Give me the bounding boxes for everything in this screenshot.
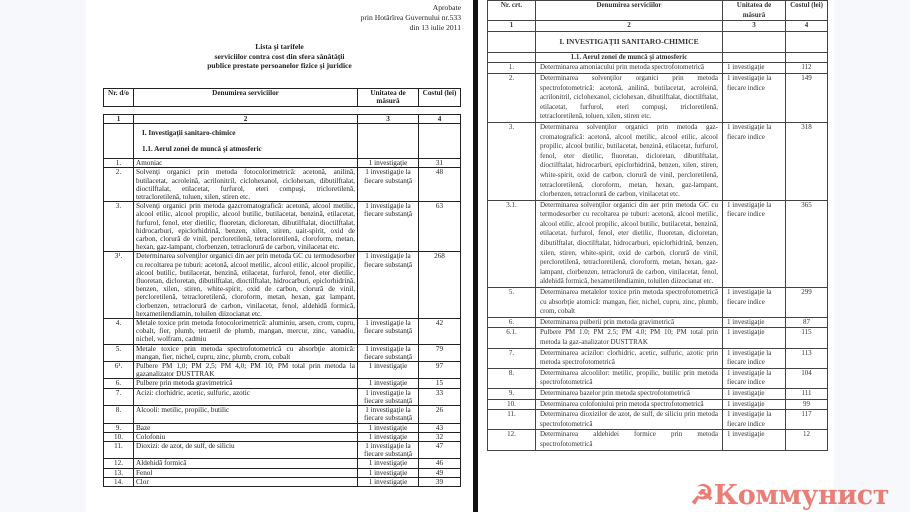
unit-of-measure: 1 investigaţie la fiecare indice <box>723 288 786 318</box>
unit-of-measure: 1 investigaţie la fiecare substanţă <box>358 406 419 423</box>
service-name: Determinarea solvenţilor organici prin metoda spectrofotometrică: acetonă, anilină, butilacetat, acroleină, acrilonitril, ciclohexanol, ciclohexan, dibutilftalat, dioctilftalat, etilacetat, furfurol, eteri compuşi, tricloretilenă, tetracloretilenă, toluen, xilen, stiren etc. <box>536 73 723 122</box>
table-row <box>104 441 461 458</box>
col-number: 1 <box>488 21 536 32</box>
table-row <box>104 406 461 423</box>
approval-line: Aprobate <box>432 3 461 12</box>
service-name: Determinarea pulberii prin metoda gravimetrică <box>536 317 723 328</box>
row-number: 11. <box>488 410 536 430</box>
service-cost: 43 <box>419 423 461 432</box>
service-cost: 32 <box>419 432 461 441</box>
row-number: 7. <box>488 348 536 368</box>
service-cost: 104 <box>786 368 828 388</box>
subsection-title: 1.1. Aerul zonei de muncă şi atmosferic <box>536 52 723 63</box>
service-name: Dioxizi: de azot, de sulf, de siliciu <box>134 441 358 458</box>
row-number: 6¹. <box>104 362 134 379</box>
table-row <box>104 202 461 252</box>
service-name: Determinarea aldehidei formice prin metoda spectrofotometrică <box>536 430 723 450</box>
row-number: 6.1. <box>488 328 536 348</box>
service-name: Pulbere prin metoda gravimetrică <box>134 379 358 388</box>
row-number: 3.1. <box>488 200 536 287</box>
col-number: 1 <box>104 115 134 124</box>
service-cost: 48 <box>419 168 461 202</box>
service-name: Clor <box>134 477 358 486</box>
service-name: Alcooli: metilic, propilic, butilic <box>134 406 358 423</box>
row-number: 8. <box>488 368 536 388</box>
table-row <box>488 63 828 74</box>
unit-of-measure: 1 investigaţie <box>358 432 419 441</box>
service-name: Determinarea solvenţilor organici din aer prin metoda GC cu termodesorber cu recoltarea pe tuburi: acetonă, alcool metilic, alcool etilic, alcool propilic, alcool butilic, butilacetat, benzină, etilacetat, furfurol, fenol, eter dietilic, fluoretan, dicloretan, dibutilftalat, dioctilftalat, hidrocarburi, epiclorhidrină, benzen, xilen, stiren, white-spirit, oxid de carbon, clorură de vinil, percloretilenă, tetracloretilenă, cloroform, metan, hexan, gaz lampant, clorbenzen, tetraclorură de carbon, vinilacetat, fenol, aldehidă formică, hexametilendiamin, toluilen diizocianat etc. <box>134 252 358 319</box>
service-cost: 46 <box>419 459 461 468</box>
service-name: Determinarea acizilor: clorhidric, acetic, sulfuric, azotic prin metoda spectrofotometrică <box>536 348 723 368</box>
table-row <box>104 159 461 168</box>
table-row <box>104 379 461 388</box>
table-row <box>104 319 461 345</box>
unit-of-measure: 1 investigaţie la fiecare substanţă <box>358 252 419 319</box>
service-cost: 115 <box>786 328 828 348</box>
row-number: 12. <box>104 459 134 468</box>
service-cost: 112 <box>786 63 828 74</box>
empty-cell <box>104 124 134 159</box>
empty-cell <box>723 52 786 63</box>
table-row <box>104 423 461 432</box>
empty-cell <box>358 124 419 159</box>
unit-of-measure: 1 investigaţie la fiecare substanţă <box>358 388 419 405</box>
row-number: 5. <box>488 288 536 318</box>
table-row <box>104 168 461 202</box>
row-number: 6. <box>104 379 134 388</box>
row-number: 6. <box>488 317 536 328</box>
service-cost: 97 <box>419 362 461 379</box>
service-cost: 79 <box>419 344 461 361</box>
col-number: 3 <box>358 115 419 124</box>
row-number: 2. <box>488 73 536 122</box>
service-cost: 47 <box>419 441 461 458</box>
table-row <box>104 388 461 405</box>
header-unit: Unitatea de măsură <box>723 1 786 21</box>
service-name: Fenol <box>134 468 358 477</box>
unit-of-measure: 1 investigaţie <box>358 468 419 477</box>
unit-of-measure: 1 investigaţie <box>358 477 419 486</box>
service-cost: 149 <box>786 73 828 122</box>
service-name: Baze <box>134 423 358 432</box>
unit-of-measure: 1 investigaţie <box>358 159 419 168</box>
unit-of-measure: 1 investigaţie <box>723 328 786 348</box>
document-title <box>86 42 473 71</box>
title-line: Lista şi tarifele <box>255 42 304 51</box>
approval-line: din 13 iulie 2011 <box>409 23 461 32</box>
service-cost: 42 <box>419 319 461 345</box>
col-number: 2 <box>536 21 723 32</box>
unit-of-measure: 1 investigaţie la fiecare indice <box>723 73 786 122</box>
col-number: 4 <box>419 115 461 124</box>
row-number: 3¹. <box>104 252 134 319</box>
header-nr: Nr. d/o <box>104 89 134 107</box>
table-row <box>104 432 461 441</box>
unit-of-measure: 1 investigaţie la fiecare substanţă <box>358 202 419 252</box>
service-name: Determinarea solvenţilor organici prin metoda gaz-cromatografică: acetonă, alcool metilic, alcool etilic, alcool propilic, alcool butilic, butilacetat, benzină, etilacetat, furfurol, fenol, eter dietilic, fluoretan, dicloretan, dibutilftalat, dioctilftalat, hidrocarburi, epiclorhidrină, benzen, xilen, stiren, white-spirit, oxid de carbon, clorură de vinil, percloretilenă, tetracloretilenă, cloroform, metan, hexan, gaz-lampant, clorbenzen, tetraclorură de carbon, vinilacetat etc. <box>536 122 723 200</box>
table-row <box>488 430 828 450</box>
service-name: Acizi: clorhidric, acetic, sulfuric, azotic <box>134 388 358 405</box>
row-number: 5. <box>104 344 134 361</box>
row-number: 3. <box>104 202 134 252</box>
service-cost: 49 <box>419 468 461 477</box>
service-name: Determinarea bazelor prin metoda spectrofotometrică <box>536 388 723 399</box>
row-number: 4. <box>104 319 134 345</box>
row-number: 9. <box>488 388 536 399</box>
col-number: 4 <box>786 21 828 32</box>
row-number: 7. <box>104 388 134 405</box>
unit-of-measure: 1 investigaţie la fiecare substanţă <box>358 168 419 202</box>
table-row <box>104 459 461 468</box>
service-name: Determinarea amoniacului prin metoda spectrofotometrică <box>536 63 723 74</box>
service-name: Pulbere PM 1,0; PM 2,5; PM 4,0; PM 10; PM total prin metoda la gazanalizator DUSTTRAK <box>134 362 358 379</box>
unit-of-measure: 1 investigaţie la fiecare indice <box>723 200 786 287</box>
left-document-page <box>86 0 473 512</box>
empty-cell <box>488 52 536 63</box>
table-row <box>104 344 461 361</box>
table-row <box>488 348 828 368</box>
left-header-table <box>103 88 461 107</box>
header-name: Denumirea serviciilor <box>536 1 723 21</box>
service-name: Aldehidă formică <box>134 459 358 468</box>
service-cost: 12 <box>786 430 828 450</box>
table-row <box>104 477 461 486</box>
unit-of-measure: 1 investigaţie <box>358 459 419 468</box>
table-row <box>488 122 828 200</box>
header-name: Denumirea serviciilor <box>134 89 358 107</box>
service-name: Metale toxice prin metoda fotocolorimetrică: aluminiu, arsen, crom, cupru, cobalt, fier, plumb, tetraetil de plumb, mangan, mercur, zinc, vanadiu, nichel, wolfram, cadmiu <box>134 319 358 345</box>
unit-of-measure: 1 investigaţie <box>723 388 786 399</box>
table-row <box>488 328 828 348</box>
section-title: I. INVESTIGAŢII SANITARO-CHIMICE <box>536 31 723 52</box>
row-number: 13. <box>104 468 134 477</box>
service-cost: 318 <box>786 122 828 200</box>
service-cost: 39 <box>419 477 461 486</box>
title-line: serviciilor contra cost din sfera sănătăţii <box>214 51 345 61</box>
table-row <box>488 388 828 399</box>
header-cost: Costul (lei) <box>419 89 461 107</box>
unit-of-measure: 1 investigaţie la fiecare substanţă <box>358 344 419 361</box>
service-name: Solvenţi organici prin metoda gazcromatografică: acetonă, alcool metilic, alcool etilic, alcool propilic, alcool butilic, butilacetat, benzină, etilacetat, furfurol, fenol, eter dietilic, fluoretan, dicloretan, dibutilftalat, dioctilftalat, hidrocarburi, epiclorhidrină, benzen, xilen, stiren, uait-spirit, oxid de carbon, clorură de vinil, percloretilenă, tetracloretilenă, cloroform, metan, hexan, gaz-lampant, clorbenzen, tetraclorură de carbon, vinilacetat etc. <box>134 202 358 252</box>
approval-line: prin Hotărîrea Guvernului nr.533 <box>360 13 461 22</box>
unit-of-measure: 1 investigaţie la fiecare substanţă <box>358 319 419 345</box>
service-cost: 33 <box>419 388 461 405</box>
col-number: 2 <box>134 115 358 124</box>
unit-of-measure: 1 investigaţie la fiecare indice <box>723 410 786 430</box>
unit-of-measure: 1 investigaţie <box>723 63 786 74</box>
service-cost: 31 <box>419 159 461 168</box>
service-name: Determinarea solvenţilor organici din aer prin metoda GC cu termodesorber cu recoltarea pe tuburi: acetonă, alcool metilic, alcool etilic, alcool propilic, alcool butilic, butilacetat, benzină, etilacetat, furfurol, fenol, eter dietilic, fluoretan, dicloretan, dibutilftalat, dioctilftalat, hidrocarburi, epiclorhidrină, benzen, xilen, stiren, white-spirit, oxid de carbon, clorură de vinil, percloretilenă, tetracloretilenă, cloroform, metan, hexan, gaz-lampant, clorbenzen, tetraclorură de carbon, vinilacetat, fenol, aldehidă formică, hexametilendiamin, toluilen diizocianat etc. <box>536 200 723 287</box>
service-name: Determinarea colofoniului prin metoda spectrofotometrică <box>536 399 723 410</box>
col-number: 3 <box>723 21 786 32</box>
right-document-page <box>478 0 834 512</box>
empty-cell <box>488 31 536 52</box>
service-cost: 111 <box>786 388 828 399</box>
service-cost: 15 <box>419 379 461 388</box>
row-number: 1. <box>488 63 536 74</box>
unit-of-measure: 1 investigaţie <box>358 379 419 388</box>
row-number: 14. <box>104 477 134 486</box>
unit-of-measure: 1 investigaţie la fiecare indice <box>723 348 786 368</box>
service-name: Colofoniu <box>134 432 358 441</box>
unit-of-measure: 1 investigaţie <box>723 399 786 410</box>
section-title: I. Investigaţii sanitaro-chimice <box>142 129 236 138</box>
table-row <box>488 410 828 430</box>
table-row <box>104 468 461 477</box>
empty-cell <box>723 31 786 52</box>
row-number: 2. <box>104 168 134 202</box>
row-number: 10. <box>488 399 536 410</box>
service-cost: 117 <box>786 410 828 430</box>
empty-cell <box>786 52 828 63</box>
service-name: Solvenţi organici prin metoda fotocolorimetrică: acetonă, anilină, butilacetat, acroleină, acrilonitril, ciclohexanol, ciclohexan, dibutilftalat, dioctilftalat, etilacetat, furfurol, eteri compuşi, tricloretilenă, tetracloretilenă, toluen, xilen, stiren etc. <box>134 168 358 202</box>
watermark-logo: ☭Коммунист <box>690 480 889 511</box>
unit-of-measure: 1 investigaţie <box>723 317 786 328</box>
row-number: 3. <box>488 122 536 200</box>
table-row <box>104 252 461 319</box>
left-price-table <box>103 114 461 487</box>
header-cost: Costul (lei) <box>786 1 828 21</box>
service-name: Determinarea metalelor toxice prin metoda spectrofotometrică cu absorbţie atomică: mangan, fier, nichel, cupru, zinc, plumb, crom, cobalt <box>536 288 723 318</box>
service-name: Determinarea alcoolilor: metilic, propilic, butilic prin metoda spectrofotometrică <box>536 368 723 388</box>
service-cost: 87 <box>786 317 828 328</box>
row-number: 11. <box>104 441 134 458</box>
service-cost: 299 <box>786 288 828 318</box>
table-row <box>488 368 828 388</box>
table-row <box>488 288 828 318</box>
unit-of-measure: 1 investigaţie <box>358 362 419 379</box>
service-name: Pulbere PM 1.0; PM 2.5; PM 4.0; PM 10; PM total prin metoda la gaz-analizator DUSTTRAK <box>536 328 723 348</box>
unit-of-measure: 1 investigaţie <box>723 430 786 450</box>
row-number: 12. <box>488 430 536 450</box>
table-row <box>488 317 828 328</box>
unit-of-measure: 1 investigaţie la fiecare indice <box>723 122 786 200</box>
service-name: Metale toxice prin metoda spectrofotometrică cu absorbţie atomică: mangan, fier, nichel, cupru, zinc, plumb, crom, cobalt <box>134 344 358 361</box>
service-cost: 99 <box>786 399 828 410</box>
empty-cell <box>419 124 461 159</box>
service-name: Amoniac <box>134 159 358 168</box>
table-row <box>488 200 828 287</box>
right-price-table <box>487 0 828 451</box>
service-cost: 63 <box>419 202 461 252</box>
service-cost: 268 <box>419 252 461 319</box>
header-unit: Unitatea de măsură <box>358 89 419 107</box>
unit-of-measure: 1 investigaţie la fiecare indice <box>723 368 786 388</box>
service-cost: 26 <box>419 406 461 423</box>
approval-note <box>361 3 461 33</box>
table-row <box>104 362 461 379</box>
row-number: 9. <box>104 423 134 432</box>
unit-of-measure: 1 investigaţie la fiecare substanţă <box>358 441 419 458</box>
title-line: publice prestate persoanelor fizice şi juridice <box>207 61 352 70</box>
table-row <box>488 399 828 410</box>
service-cost: 113 <box>786 348 828 368</box>
service-name: Determinarea dioxizilor de azot, de sulf, de siliciu prin metoda spectrofotometrică <box>536 410 723 430</box>
service-cost: 365 <box>786 200 828 287</box>
row-number: 8. <box>104 406 134 423</box>
subsection-title: 1.1. Aerul zonei de muncă şi atmosferic <box>142 145 262 154</box>
unit-of-measure: 1 investigaţie <box>358 423 419 432</box>
empty-cell <box>786 31 828 52</box>
row-number: 1. <box>104 159 134 168</box>
section-cell <box>134 124 358 159</box>
row-number: 10. <box>104 432 134 441</box>
header-nr: Nr. crt. <box>488 1 536 21</box>
table-row <box>488 73 828 122</box>
